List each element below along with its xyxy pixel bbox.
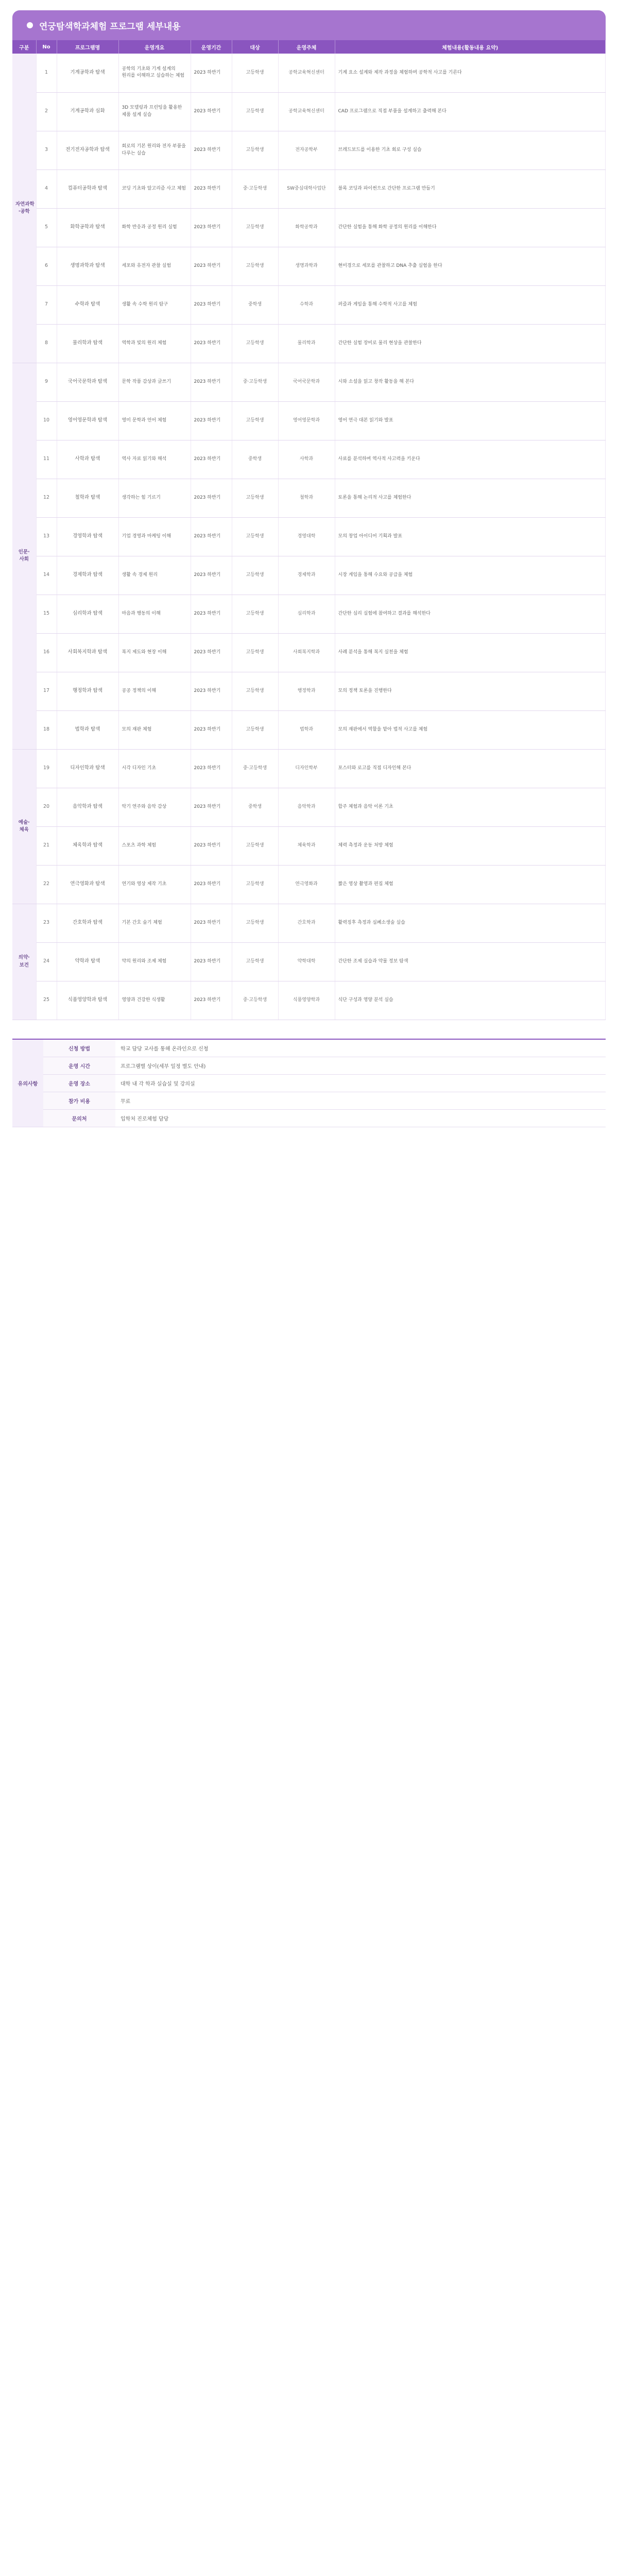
- program-target: 고등학생: [232, 54, 278, 92]
- program-period: 2023 하반기: [191, 788, 232, 826]
- table-row: [12, 92, 606, 131]
- program-content: 포스터와 로고를 직접 디자인해 본다: [335, 749, 606, 788]
- program-target: 중학생: [232, 440, 278, 479]
- notes-label: 신청 방법: [43, 1040, 115, 1057]
- program-content: 시와 소설을 읽고 창작 활동을 해 본다: [335, 363, 606, 401]
- program-name: 음악학과 탐색: [57, 788, 118, 826]
- program-center: 디자인학부: [278, 749, 335, 788]
- program-target: 중학생: [232, 285, 278, 324]
- notes-section: [12, 1039, 606, 1128]
- program-center: 약학대학: [278, 942, 335, 981]
- category-label: 예술·체육: [12, 749, 36, 904]
- row-no: 2: [36, 92, 57, 131]
- program-name: 약학과 탐색: [57, 942, 118, 981]
- table-row: [12, 54, 606, 92]
- program-outline: 연기와 영상 제작 기초: [118, 865, 191, 904]
- program-outline: 생활 속 수학 원리 탐구: [118, 285, 191, 324]
- table-row: [12, 595, 606, 633]
- program-period: 2023 하반기: [191, 247, 232, 285]
- program-name: 기계공학과 탐색: [57, 54, 118, 92]
- notes-text: 입학처 진로체험 담당: [115, 1110, 606, 1127]
- row-no: 17: [36, 672, 57, 710]
- program-period: 2023 하반기: [191, 633, 232, 672]
- program-outline: 생활 속 경제 원리: [118, 556, 191, 595]
- program-outline: 코딩 기초와 알고리즘 사고 체험: [118, 170, 191, 208]
- program-outline: 문학 작품 감상과 글쓰기: [118, 363, 191, 401]
- program-center: 영어영문학과: [278, 401, 335, 440]
- program-content: 간단한 실험을 통해 화학 공정의 원리를 이해한다: [335, 208, 606, 247]
- program-period: 2023 하반기: [191, 672, 232, 710]
- program-name: 연극영화과 탐색: [57, 865, 118, 904]
- row-no: 23: [36, 904, 57, 942]
- notes-row: [12, 1110, 606, 1127]
- program-period: 2023 하반기: [191, 170, 232, 208]
- notes-label: 운영 장소: [43, 1075, 115, 1092]
- program-name: 철학과 탐색: [57, 479, 118, 517]
- page-title: 연궁탐색학과체험 프로그램 세부내용: [39, 21, 181, 32]
- bullet-icon: [27, 22, 33, 28]
- program-period: 2023 하반기: [191, 285, 232, 324]
- program-name: 영어영문학과 탐색: [57, 401, 118, 440]
- program-content: 활력징후 측정과 심폐소생술 실습: [335, 904, 606, 942]
- program-content: 사료를 분석하며 역사적 사고력을 키운다: [335, 440, 606, 479]
- program-content: 간단한 실험 장비로 물리 현상을 관찰한다: [335, 324, 606, 363]
- program-content: CAD 프로그램으로 직접 부품을 설계하고 출력해 본다: [335, 92, 606, 131]
- program-target: 고등학생: [232, 131, 278, 170]
- notes-text: 무료: [115, 1092, 606, 1110]
- program-target: 고등학생: [232, 633, 278, 672]
- program-target: 고등학생: [232, 479, 278, 517]
- table-row: [12, 942, 606, 981]
- notes-row: [12, 1092, 606, 1110]
- row-no: 8: [36, 324, 57, 363]
- row-no: 5: [36, 208, 57, 247]
- program-center: 생명과학과: [278, 247, 335, 285]
- program-outline: 영양과 건강한 식생활: [118, 981, 191, 1020]
- program-target: 고등학생: [232, 865, 278, 904]
- program-target: 고등학생: [232, 672, 278, 710]
- row-no: 3: [36, 131, 57, 170]
- program-target: 중·고등학생: [232, 363, 278, 401]
- program-outline: 기본 간호 술기 체험: [118, 904, 191, 942]
- program-target: 중·고등학생: [232, 170, 278, 208]
- program-name: 경영학과 탐색: [57, 517, 118, 556]
- program-outline: 모의 재판 체험: [118, 710, 191, 749]
- program-target: 고등학생: [232, 247, 278, 285]
- header-target: 대상: [232, 40, 278, 54]
- row-no: 1: [36, 54, 57, 92]
- table-row: [12, 556, 606, 595]
- row-no: 14: [36, 556, 57, 595]
- row-no: 10: [36, 401, 57, 440]
- program-content: 간단한 조제 실습과 약물 정보 탐색: [335, 942, 606, 981]
- program-center: 수학과: [278, 285, 335, 324]
- program-outline: 시각 디자인 기초: [118, 749, 191, 788]
- header-outline: 운영개요: [118, 40, 191, 54]
- program-outline: 공공 정책의 이해: [118, 672, 191, 710]
- table-row: [12, 479, 606, 517]
- program-center: 경제학과: [278, 556, 335, 595]
- program-name: 행정학과 탐색: [57, 672, 118, 710]
- program-name: 수학과 탐색: [57, 285, 118, 324]
- row-no: 21: [36, 826, 57, 865]
- row-no: 25: [36, 981, 57, 1020]
- notes-label: 참가 비용: [43, 1092, 115, 1110]
- program-outline: 마음과 행동의 이해: [118, 595, 191, 633]
- program-content: 합주 체험과 음악 이론 기초: [335, 788, 606, 826]
- notes-side-label: 유의사항: [12, 1040, 43, 1127]
- program-content: 간단한 심리 실험에 참여하고 결과를 해석한다: [335, 595, 606, 633]
- program-center: 음악학과: [278, 788, 335, 826]
- header-no: No: [36, 40, 57, 54]
- row-no: 24: [36, 942, 57, 981]
- program-target: 고등학생: [232, 401, 278, 440]
- program-target: 중·고등학생: [232, 981, 278, 1020]
- row-no: 9: [36, 363, 57, 401]
- program-period: 2023 하반기: [191, 710, 232, 749]
- program-center: 식품영양학과: [278, 981, 335, 1020]
- program-content: 사례 분석을 통해 복지 실천을 체험: [335, 633, 606, 672]
- table-row: [12, 170, 606, 208]
- program-period: 2023 하반기: [191, 865, 232, 904]
- program-content: 식단 구성과 영양 분석 실습: [335, 981, 606, 1020]
- table-row: [12, 247, 606, 285]
- notes-label: 문의처: [43, 1110, 115, 1127]
- program-center: 간호학과: [278, 904, 335, 942]
- notes-text: 대학 내 각 학과 실습실 및 강의실: [115, 1075, 606, 1092]
- program-center: 국어국문학과: [278, 363, 335, 401]
- program-content: 짧은 영상 촬영과 편집 체험: [335, 865, 606, 904]
- program-period: 2023 하반기: [191, 942, 232, 981]
- program-name: 화학공학과 탐색: [57, 208, 118, 247]
- program-target: 고등학생: [232, 92, 278, 131]
- program-outline: 약의 원리와 조제 체험: [118, 942, 191, 981]
- program-name: 사학과 탐색: [57, 440, 118, 479]
- program-outline: 회로의 기본 원리와 전자 부품을 다루는 실습: [118, 131, 191, 170]
- program-content: 모의 재판에서 역할을 맡아 법적 사고를 체험: [335, 710, 606, 749]
- program-outline: 생각하는 힘 기르기: [118, 479, 191, 517]
- program-period: 2023 하반기: [191, 401, 232, 440]
- program-target: 고등학생: [232, 595, 278, 633]
- row-no: 12: [36, 479, 57, 517]
- program-outline: 3D 모델링과 프린팅을 활용한 제품 설계 실습: [118, 92, 191, 131]
- program-content: 토론을 통해 논리적 사고를 체험한다: [335, 479, 606, 517]
- program-center: 사학과: [278, 440, 335, 479]
- program-outline: 화학 반응과 공정 원리 실험: [118, 208, 191, 247]
- row-no: 4: [36, 170, 57, 208]
- program-target: 고등학생: [232, 710, 278, 749]
- program-content: 영어 연극 대본 읽기와 발표: [335, 401, 606, 440]
- program-content: 기계 요소 설계와 제작 과정을 체험하며 공학적 사고를 기른다: [335, 54, 606, 92]
- table-row: [12, 826, 606, 865]
- program-name: 기계공학과 심화: [57, 92, 118, 131]
- table-row: [12, 517, 606, 556]
- program-center: SW중심대학사업단: [278, 170, 335, 208]
- program-center: 공학교육혁신센터: [278, 54, 335, 92]
- program-name: 경제학과 탐색: [57, 556, 118, 595]
- row-no: 22: [36, 865, 57, 904]
- program-content: 퍼즐과 게임을 통해 수학적 사고를 체험: [335, 285, 606, 324]
- program-period: 2023 하반기: [191, 595, 232, 633]
- category-label: 인문·사회: [12, 363, 36, 749]
- table-row: [12, 401, 606, 440]
- program-name: 물리학과 탐색: [57, 324, 118, 363]
- program-outline: 복지 제도와 현장 이해: [118, 633, 191, 672]
- program-outline: 세포와 유전자 관찰 실험: [118, 247, 191, 285]
- program-name: 사회복지학과 탐색: [57, 633, 118, 672]
- program-period: 2023 하반기: [191, 131, 232, 170]
- program-target: 고등학생: [232, 556, 278, 595]
- program-center: 경영대학: [278, 517, 335, 556]
- program-period: 2023 하반기: [191, 208, 232, 247]
- table-header-row: [12, 40, 606, 54]
- table-row: [12, 285, 606, 324]
- program-target: 중·고등학생: [232, 749, 278, 788]
- category-label: 의약·보건: [12, 904, 36, 1020]
- program-center: 물리학과: [278, 324, 335, 363]
- program-name: 디자인학과 탐색: [57, 749, 118, 788]
- page: [0, 0, 618, 1148]
- program-content: 현미경으로 세포를 관찰하고 DNA 추출 실험을 한다: [335, 247, 606, 285]
- program-content: 체력 측정과 운동 처방 체험: [335, 826, 606, 865]
- program-center: 연극영화과: [278, 865, 335, 904]
- program-period: 2023 하반기: [191, 440, 232, 479]
- program-center: 행정학과: [278, 672, 335, 710]
- program-period: 2023 하반기: [191, 556, 232, 595]
- header-category: 구분: [12, 40, 36, 54]
- program-name: 생명과학과 탐색: [57, 247, 118, 285]
- program-period: 2023 하반기: [191, 92, 232, 131]
- row-no: 13: [36, 517, 57, 556]
- program-target: 고등학생: [232, 904, 278, 942]
- table-row: [12, 131, 606, 170]
- table-row: [12, 440, 606, 479]
- table-row: [12, 710, 606, 749]
- program-center: 공학교육혁신센터: [278, 92, 335, 131]
- notes-table-body: [12, 1040, 606, 1127]
- table-row: [12, 363, 606, 401]
- program-content: 블록 코딩과 파이썬으로 간단한 프로그램 만들기: [335, 170, 606, 208]
- table-row: [12, 324, 606, 363]
- row-no: 18: [36, 710, 57, 749]
- program-target: 고등학생: [232, 208, 278, 247]
- row-no: 15: [36, 595, 57, 633]
- notes-row: [12, 1057, 606, 1075]
- program-center: 법학과: [278, 710, 335, 749]
- table-row: [12, 749, 606, 788]
- notes-row: [12, 1040, 606, 1057]
- notes-text: 프로그램별 상이(세부 일정 별도 안내): [115, 1057, 606, 1075]
- program-outline: 영미 문학과 언어 체험: [118, 401, 191, 440]
- header-center: 운영주체: [278, 40, 335, 54]
- notes-text: 학교 담당 교사를 통해 온라인으로 신청: [115, 1040, 606, 1057]
- table-row: [12, 672, 606, 710]
- program-target: 중학생: [232, 788, 278, 826]
- program-center: 심리학과: [278, 595, 335, 633]
- table-row: [12, 865, 606, 904]
- program-center: 사회복지학과: [278, 633, 335, 672]
- program-period: 2023 하반기: [191, 749, 232, 788]
- program-table: [12, 40, 606, 1020]
- program-target: 고등학생: [232, 942, 278, 981]
- program-period: 2023 하반기: [191, 363, 232, 401]
- table-row: [12, 788, 606, 826]
- program-period: 2023 하반기: [191, 981, 232, 1020]
- row-no: 11: [36, 440, 57, 479]
- row-no: 7: [36, 285, 57, 324]
- program-outline: 스포츠 과학 체험: [118, 826, 191, 865]
- program-center: 전자공학부: [278, 131, 335, 170]
- program-target: 고등학생: [232, 826, 278, 865]
- program-content: 브레드보드를 이용한 기초 회로 구성 실습: [335, 131, 606, 170]
- page-header: [12, 10, 606, 40]
- program-center: 화학공학과: [278, 208, 335, 247]
- program-table-body: [12, 54, 606, 1020]
- program-name: 법학과 탐색: [57, 710, 118, 749]
- program-outline: 역학과 빛의 원리 체험: [118, 324, 191, 363]
- table-row: [12, 633, 606, 672]
- row-no: 20: [36, 788, 57, 826]
- program-name: 간호학과 탐색: [57, 904, 118, 942]
- program-content: 모의 정책 토론을 진행한다: [335, 672, 606, 710]
- program-period: 2023 하반기: [191, 479, 232, 517]
- program-period: 2023 하반기: [191, 517, 232, 556]
- row-no: 6: [36, 247, 57, 285]
- notes-row: [12, 1075, 606, 1092]
- program-name: 심리학과 탐색: [57, 595, 118, 633]
- table-row: [12, 904, 606, 942]
- program-name: 국어국문학과 탐색: [57, 363, 118, 401]
- program-target: 고등학생: [232, 324, 278, 363]
- program-outline: 역사 자료 읽기와 해석: [118, 440, 191, 479]
- program-name: 체육학과 탐색: [57, 826, 118, 865]
- notes-label: 운영 시간: [43, 1057, 115, 1075]
- table-row: [12, 981, 606, 1020]
- program-content: 시장 게임을 통해 수요와 공급을 체험: [335, 556, 606, 595]
- program-content: 모의 창업 아이디어 기획과 발표: [335, 517, 606, 556]
- program-name: 식품영양학과 탐색: [57, 981, 118, 1020]
- category-label: 자연과학·공학: [12, 54, 36, 363]
- header-content: 체험내용(활동내용 요약): [335, 40, 606, 54]
- program-outline: 기업 경영과 마케팅 이해: [118, 517, 191, 556]
- header-program: 프로그램명: [57, 40, 118, 54]
- program-outline: 공학의 기초와 기계 설계의 원리를 이해하고 실습하는 체험: [118, 54, 191, 92]
- program-outline: 악기 연주와 음악 감상: [118, 788, 191, 826]
- program-period: 2023 하반기: [191, 324, 232, 363]
- header-period: 운영기간: [191, 40, 232, 54]
- program-period: 2023 하반기: [191, 54, 232, 92]
- program-name: 전기전자공학과 탐색: [57, 131, 118, 170]
- program-target: 고등학생: [232, 517, 278, 556]
- program-name: 컴퓨터공학과 탐색: [57, 170, 118, 208]
- row-no: 16: [36, 633, 57, 672]
- row-no: 19: [36, 749, 57, 788]
- program-period: 2023 하반기: [191, 826, 232, 865]
- program-center: 철학과: [278, 479, 335, 517]
- program-period: 2023 하반기: [191, 904, 232, 942]
- program-center: 체육학과: [278, 826, 335, 865]
- table-row: [12, 208, 606, 247]
